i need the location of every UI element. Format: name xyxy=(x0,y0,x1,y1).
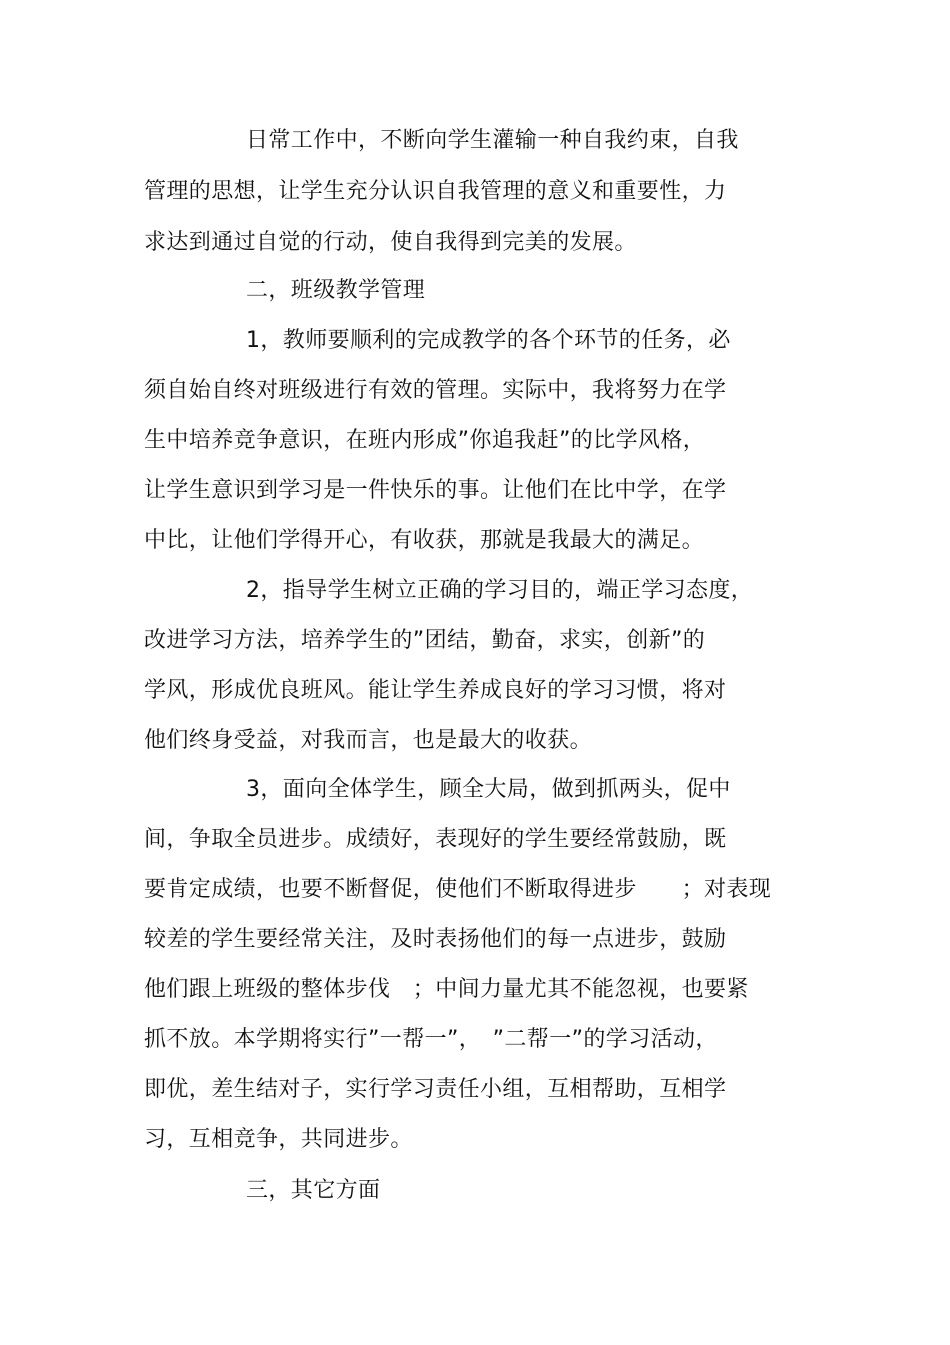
paragraph-line: 求达到通过自觉的行动，使自我得到完美的发展。 xyxy=(144,230,637,255)
paragraph-line: 1，教师要顺利的完成教学的各个环节的任务，必 xyxy=(246,328,731,353)
paragraph-line: 须自始自终对班级进行有效的管理。实际中，我将努力在学 xyxy=(144,378,727,403)
paragraph-line: 日常工作中，不断向学生灌输一种自我约束，自我 xyxy=(246,128,739,153)
paragraph-line: 改进学习方法，培养学生的”团结，勤奋，求实，创新”的 xyxy=(144,628,706,653)
paragraph-line: 中比，让他们学得开心，有收获，那就是我最大的满足。 xyxy=(144,528,705,553)
paragraph-line: 他们终身受益，对我而言，也是最大的收获。 xyxy=(144,728,593,753)
paragraph-line: 3，面向全体学生，顾全大局，做到抓两头，促中 xyxy=(246,777,731,802)
paragraph-line: 学风，形成优良班风。能让学生养成良好的学习习惯，将对 xyxy=(144,678,727,703)
paragraph-line: 间，争取全员进步。成绩好，表现好的学生要经常鼓励，既 xyxy=(144,827,727,852)
section-heading: 二，班级教学管理 xyxy=(246,278,426,303)
paragraph-line: 较差的学生要经常关注，及时表扬他们的每一点进步，鼓励 xyxy=(144,927,727,952)
paragraph-line: 让学生意识到学习是一件快乐的事。让他们在比中学，在学 xyxy=(144,478,727,503)
paragraph-line: 要肯定成绩，也要不断督促，使他们不断取得进步 ；对表现 xyxy=(144,877,772,902)
paragraph-line: 2，指导学生树立正确的学习目的，端正学习态度， xyxy=(246,578,754,603)
paragraph-line: 抓不放。本学期将实行”一帮一”， ”二帮一”的学习活动， xyxy=(144,1027,718,1052)
paragraph-line: 习，互相竞争，共同进步。 xyxy=(144,1127,413,1152)
paragraph-line: 他们跟上班级的整体步伐 ；中间力量尤其不能忽视，也要紧 xyxy=(144,977,749,1002)
section-heading: 三，其它方面 xyxy=(246,1178,381,1203)
paragraph-line: 管理的思想，让学生充分认识自我管理的意义和重要性，力 xyxy=(144,179,727,204)
paragraph-line: 生中培养竞争意识，在班内形成”你追我赶”的比学风格， xyxy=(144,428,706,453)
paragraph-line: 即优，差生结对子，实行学习责任小组，互相帮助，互相学 xyxy=(144,1077,727,1102)
